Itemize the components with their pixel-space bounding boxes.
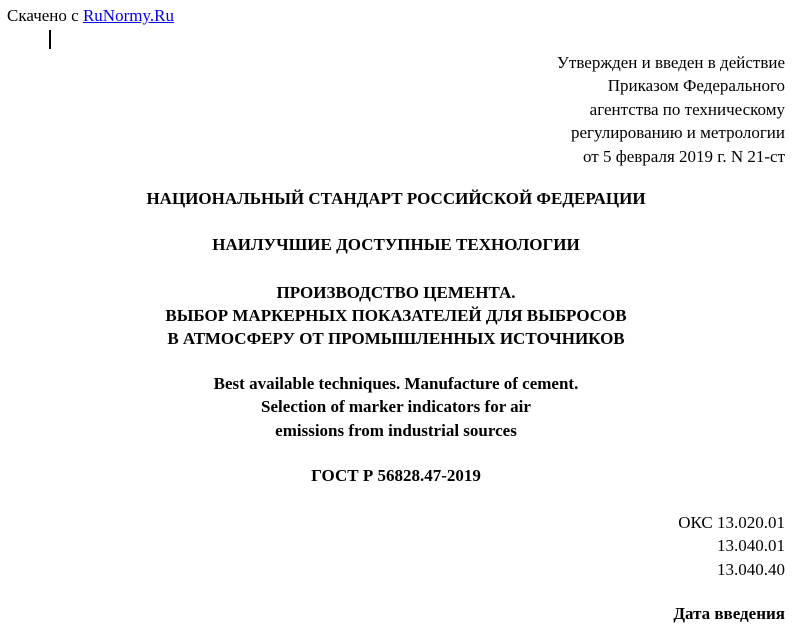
approval-line: Приказом Федерального	[607, 76, 785, 96]
approval-line: Утвержден и введен в действие	[556, 53, 785, 72]
standard-type-heading	[0, 188, 792, 210]
oks-code-line: 13.040.40	[717, 559, 785, 579]
oks-codes	[678, 511, 785, 581]
series-title-heading	[0, 234, 792, 256]
intro-date-label: Дата введения	[673, 604, 785, 623]
approval-block	[557, 51, 785, 168]
approval-line: от 5 февраля 2019 г. N 21-ст	[582, 146, 785, 166]
gost-number-text: ГОСТ Р 56828.47-2019	[311, 466, 481, 485]
source-prefix: Скачено с	[7, 6, 83, 25]
title-ru-line: ПРОИЗВОДСТВО ЦЕМЕНТА.	[276, 283, 516, 302]
oks-code-line: ОКС 13.020.01	[678, 513, 785, 532]
oks-code-line: 13.040.01	[717, 536, 785, 556]
series-title-text: НАИЛУЧШИЕ ДОСТУПНЫЕ ТЕХНОЛОГИИ	[212, 235, 580, 254]
title-en-line: emissions from industrial sources	[275, 420, 517, 440]
title-ru-line: ВЫБОР МАРКЕРНЫХ ПОКАЗАТЕЛЕЙ ДЛЯ ВЫБРОСОВ	[165, 306, 627, 325]
source-link[interactable]: RuNormy.Ru	[82, 6, 174, 25]
title-ru-line: В АТМОСФЕРУ ОТ ПРОМЫШЛЕННЫХ ИСТОЧНИКОВ	[167, 329, 625, 348]
approval-line: агентства по техническому	[589, 99, 785, 119]
document-title-ru	[0, 281, 792, 350]
document-title-en	[0, 372, 792, 442]
title-en-line: Selection of marker indicators for air	[261, 397, 531, 417]
source-line	[7, 5, 174, 27]
approval-line: регулированию и метрологии	[570, 123, 785, 143]
gost-number-heading	[0, 465, 792, 487]
standard-type-text: НАЦИОНАЛЬНЫЙ СТАНДАРТ РОССИЙСКОЙ ФЕДЕРАЦИИ	[146, 189, 646, 208]
title-en-line: Best available techniques. Manufacture of cement.	[213, 374, 579, 393]
text-cursor	[49, 30, 51, 49]
